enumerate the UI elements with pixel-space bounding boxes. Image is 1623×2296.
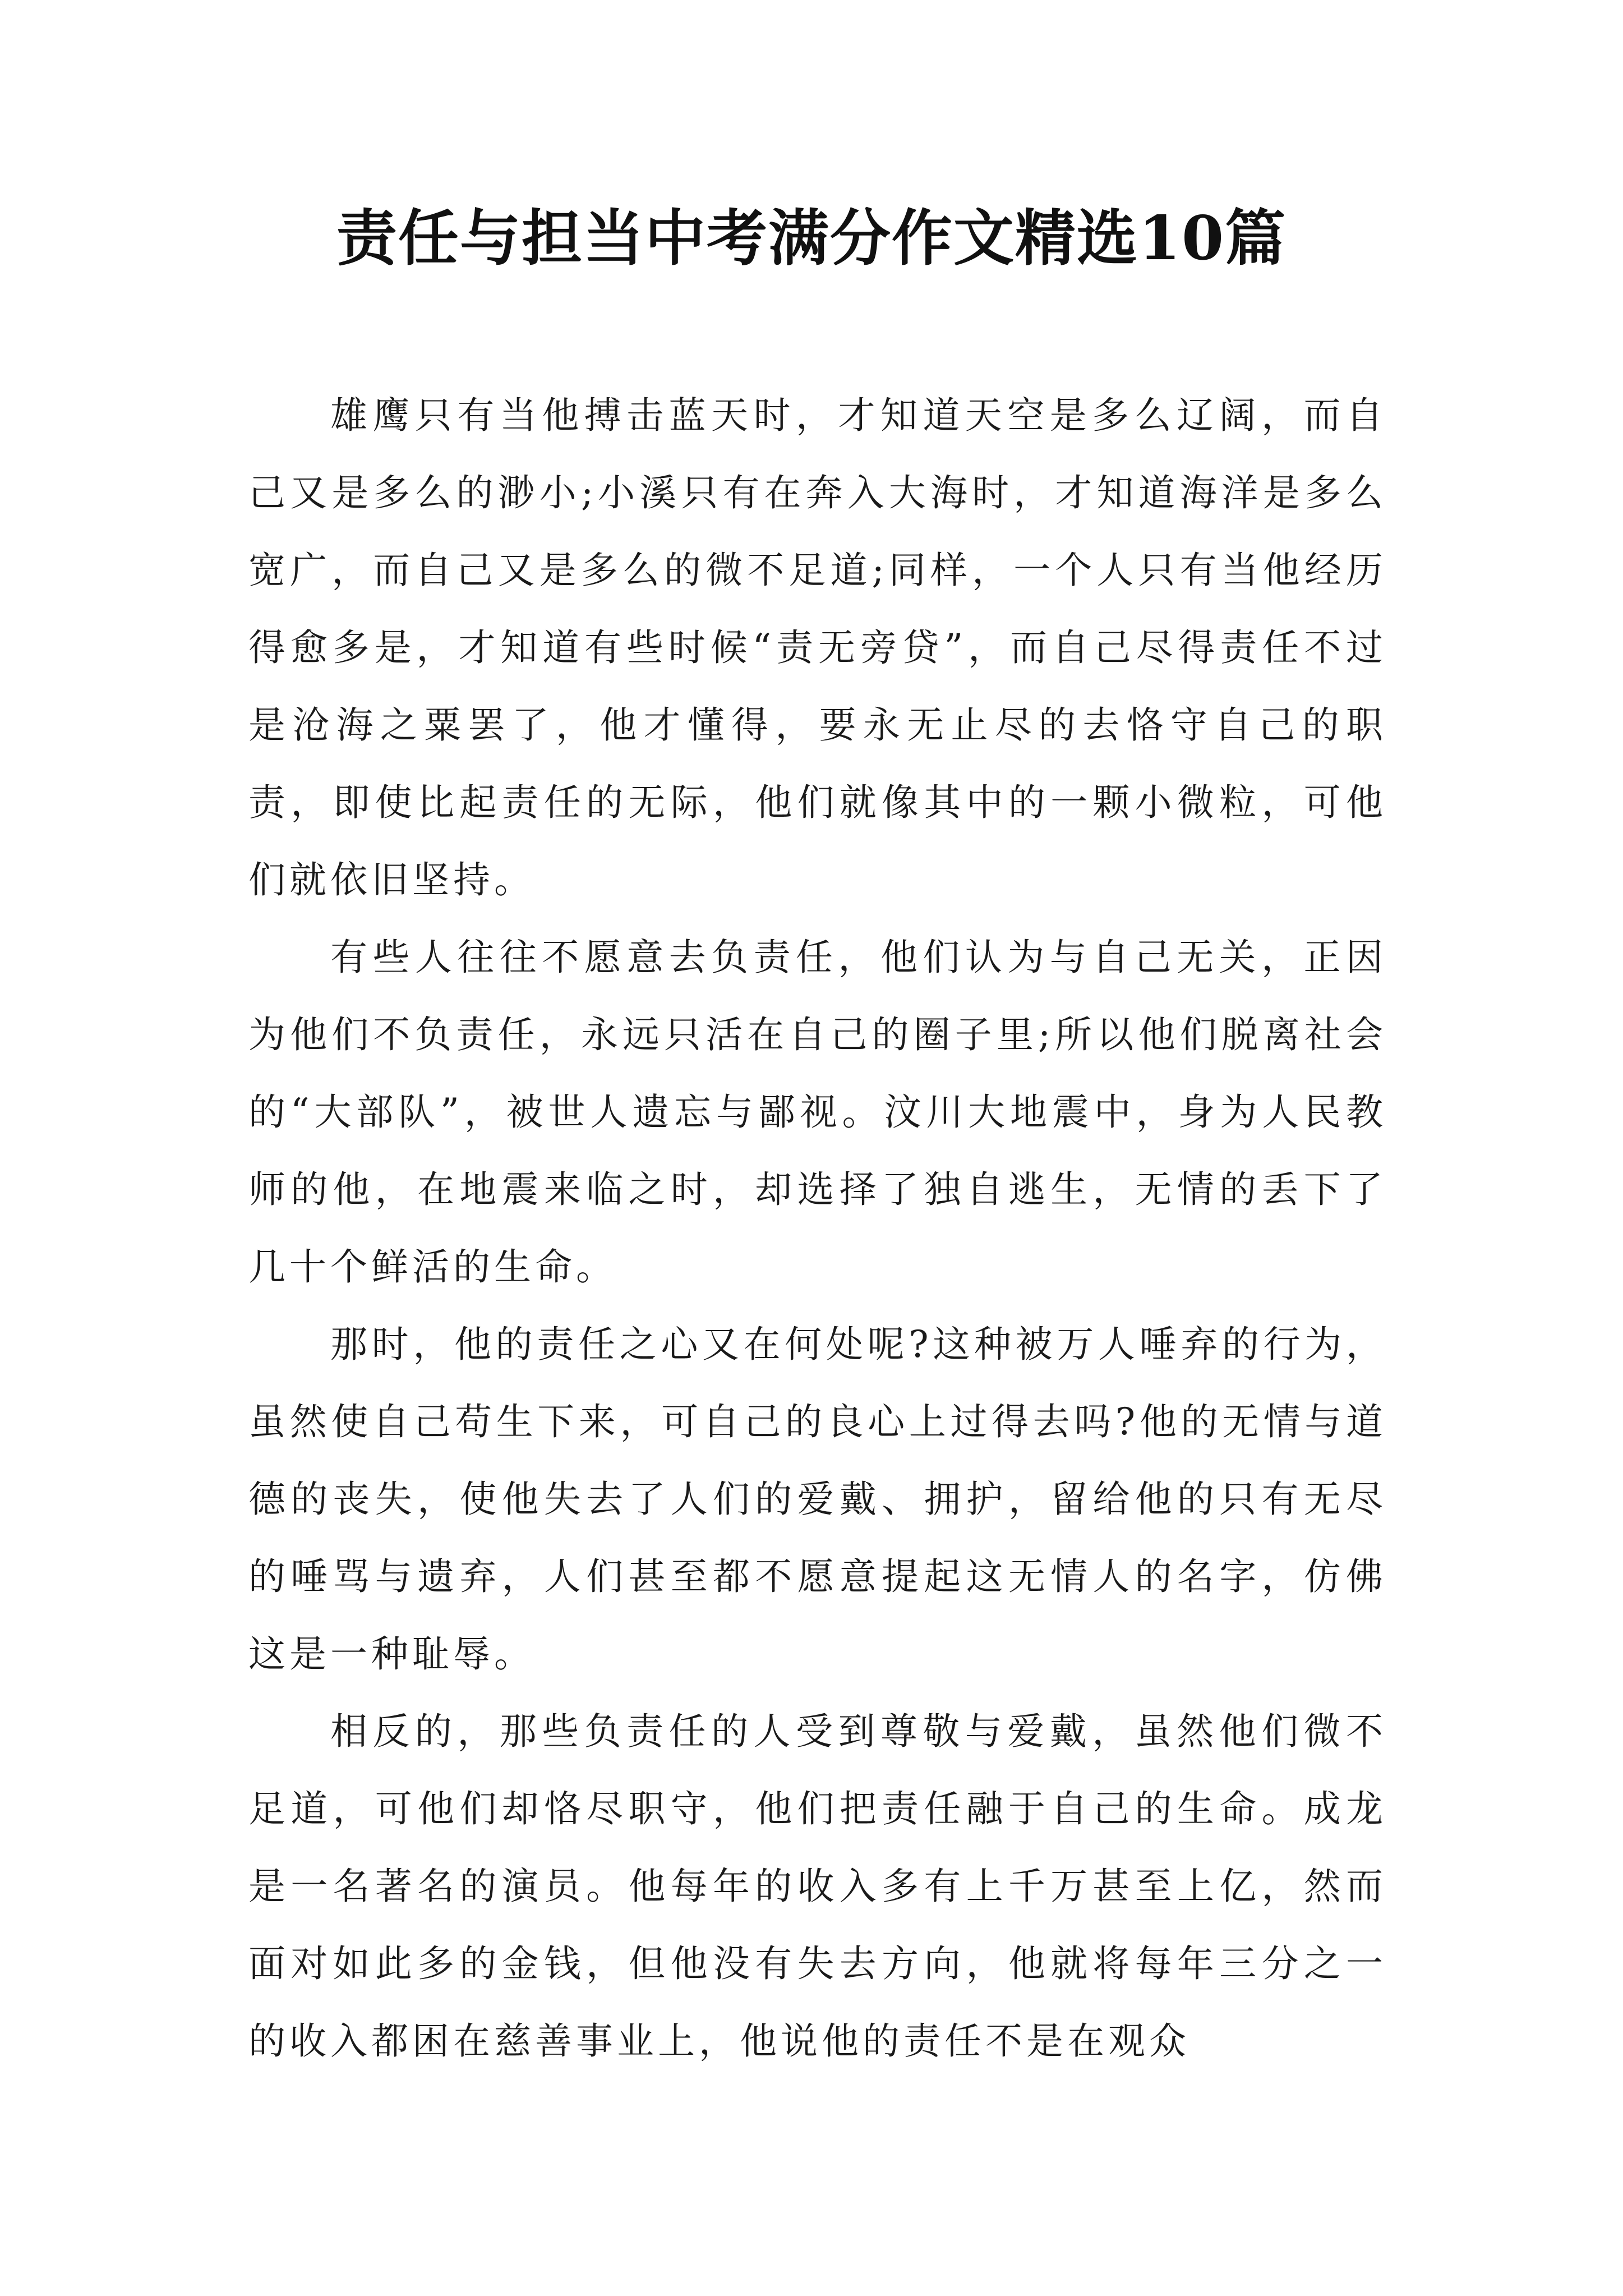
document-body xyxy=(248,377,1387,2080)
document-title: 责任与担当中考满分作文精选10篇 xyxy=(336,203,1287,274)
paragraph-4: 相反的，那些负责任的人受到尊敬与爱戴，虽然他们微不足道，可他们却恪尽职守，他们把责任融于自己的生命。成龙是一名著名的演员。他每年的收入多有上千万甚至上亿，然而面对如此多的金钱，但他没有失去方向，他就将每年三分之一的收入都困在慈善事业上，他说他的责任不是在观众 xyxy=(248,1710,1387,2063)
paragraph-2: 有些人往往不愿意去负责任，他们认为与自己无关，正因为他们不负责任，永远只活在自己的圈子里;所以他们脱离社会的“大部队”，被世人遗忘与鄙视。汶川大地震中，身为人民教师的他，在地震来临之时，却选择了独自逃生，无情的丢下了几十个鲜活的生命。 xyxy=(248,936,1387,1289)
paragraph-1: 雄鹰只有当他搏击蓝天时，才知道天空是多么辽阔，而自己又是多么的渺小;小溪只有在奔入大海时，才知道海洋是多么宽广，而自己又是多么的微不足道;同样，一个人只有当他经历得愈多是，才知道有些时候“责无旁贷”，而自己尽得责任不过是沧海之粟罢了，他才懂得，要永无止尽的去恪守自己的职责，即使比起责任的无际，他们就像其中的一颗小微粒，可他们就依旧坚持。 xyxy=(248,394,1387,901)
paragraph-3: 那时，他的责任之心又在何处呢?这种被万人唾弃的行为，虽然使自己苟生下来，可自己的良心上过得去吗?他的无情与道德的丧失，使他失去了人们的爱戴、拥护，留给他的只有无尽的唾骂与遗弃，人们甚至都不愿意提起这无情人的名字，仿佛这是一种耻辱。 xyxy=(248,1323,1387,1676)
